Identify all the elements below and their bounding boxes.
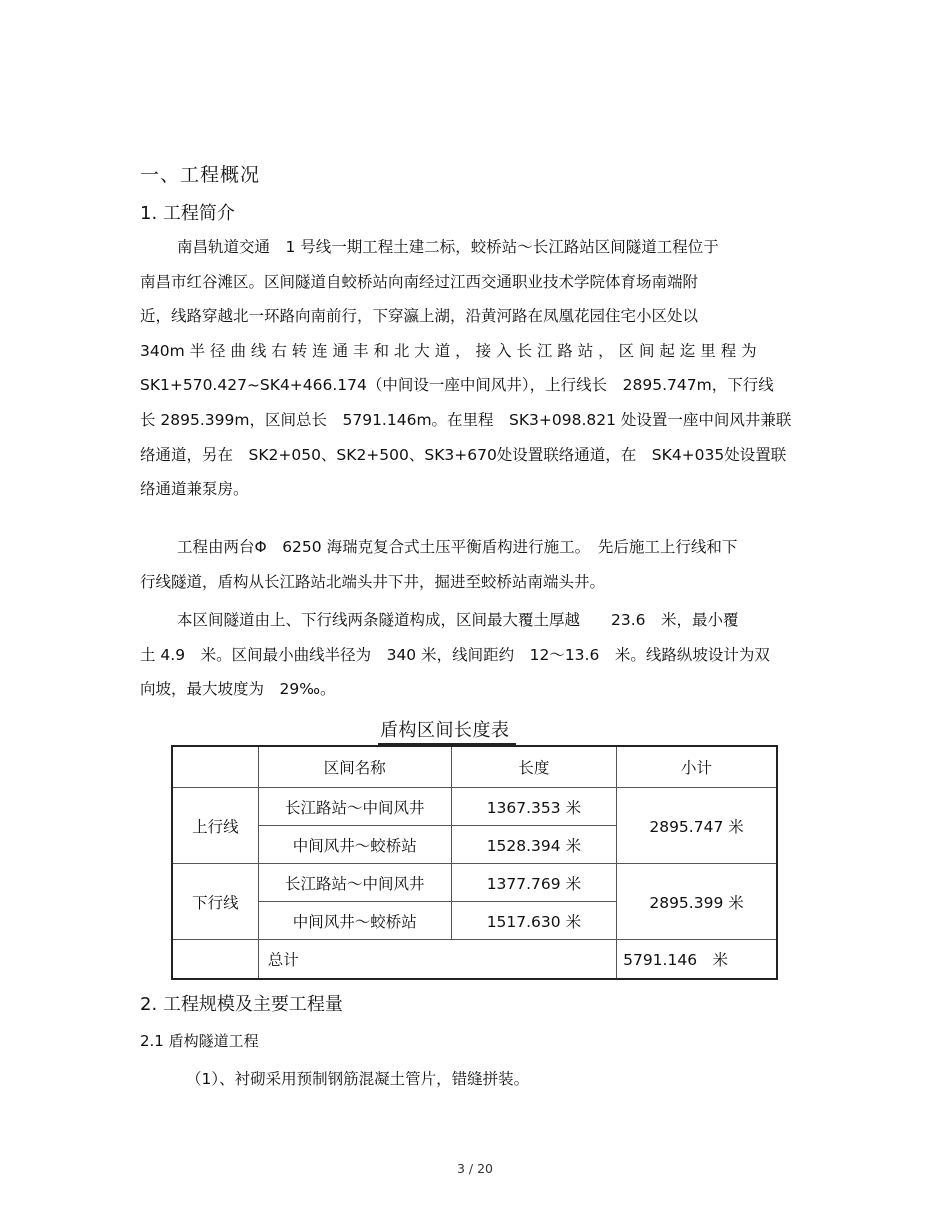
header-cell: 长度 xyxy=(451,746,616,788)
length-cell: 1517.630 米 xyxy=(451,902,616,940)
section-name-cell: 中间风井～蛟桥站 xyxy=(258,826,451,864)
text-line: 络通道，另在 SK2+050、SK2+500、SK3+670处设置联络通道，在 SK4+035处设置联 xyxy=(140,445,787,464)
subtotal-cell: 2895.747 米 xyxy=(617,788,777,864)
text-line: SK1+570.427~SK4+466.174（中间设一座中间风井），上行线长 2895.747m，下行线 xyxy=(140,376,774,395)
text-line: 南昌轨道交通 1 号线一期工程土建二标，蛟桥站～长江路站区间隧道工程位于 xyxy=(177,238,719,256)
text-line: 土 4.9 米。区间最小曲线半径为 340 米，线间距约 12～13.6 米。线路纵坡设计为双 xyxy=(140,645,770,664)
section-title: 一、工程概况 xyxy=(140,164,261,186)
paragraph-tunnel-geometry xyxy=(140,603,808,707)
text-line: 向坡，最大坡度为 29‰。 xyxy=(140,680,336,699)
text-line: 长 2895.399m，区间总长 5791.146m。在里程 SK3+098.821 处设置一座中间风井兼联 xyxy=(140,410,792,429)
subsubsection-heading: 2.1 盾构隧道工程 xyxy=(140,1032,259,1050)
total-label-cell: 总计 xyxy=(258,940,616,980)
text-line: 络通道兼泵房。 xyxy=(140,480,249,499)
table-row xyxy=(172,864,777,902)
tunnel-length-table xyxy=(171,745,778,980)
empty-cell xyxy=(172,940,258,980)
length-cell: 1528.394 米 xyxy=(451,826,616,864)
text-line: 南昌市红谷滩区。区间隧道自蛟桥站向南经过江西交通职业技术学院体育场南端附 xyxy=(140,272,699,291)
page-number: 3 / 20 xyxy=(456,1161,494,1176)
header-cell: 区间名称 xyxy=(258,746,451,788)
text-line: 340m 半 径 曲 线 右 转 连 通 丰 和 北 大 道 ， 接 入 长 江 路 站 ， 区 间 起 迄 里 程 为 xyxy=(140,341,757,360)
table-row xyxy=(172,788,777,826)
table-total-row xyxy=(172,940,777,980)
text-line: 近，线路穿越北一环路向南前行，下穿瀛上湖，沿黄河路在凤凰花园住宅小区处以 xyxy=(140,307,699,326)
line-label-cell: 下行线 xyxy=(172,864,258,940)
subsection-heading: 2. 工程规模及主要工程量 xyxy=(140,994,343,1015)
table-header-row xyxy=(172,746,777,788)
text-line: 行线隧道，盾构从长江路站北端头井下井，掘进至蛟桥站南端头井。 xyxy=(140,572,606,591)
paragraph-project-intro xyxy=(140,230,808,507)
text-line: 工程由两台Φ 6250 海瑞克复合式土压平衡盾构进行施工。 先后施工上行线和下 xyxy=(177,538,738,556)
list-item: （1）、衬砌采用预制钢筋混凝土管片，错缝拼装。 xyxy=(186,1070,530,1088)
subsection-heading: 1. 工程简介 xyxy=(140,203,235,224)
section-name-cell: 中间风井～蛟桥站 xyxy=(258,902,451,940)
subtotal-cell: 2895.399 米 xyxy=(617,864,777,940)
length-cell: 1367.353 米 xyxy=(451,788,616,826)
header-cell: 小计 xyxy=(617,746,777,788)
length-cell: 1377.769 米 xyxy=(451,864,616,902)
section-name-cell: 长江路站～中间风井 xyxy=(258,788,451,826)
total-value-cell: 5791.146 米 xyxy=(617,940,777,980)
header-cell xyxy=(172,746,258,788)
paragraph-shield-machines xyxy=(140,530,808,599)
section-name-cell: 长江路站～中间风井 xyxy=(258,864,451,902)
table-title: 盾构区间长度表 xyxy=(378,719,516,745)
line-label-cell: 上行线 xyxy=(172,788,258,864)
text-line: 本区间隧道由上、下行线两条隧道构成，区间最大覆土厚越 23.6 米，最小覆 xyxy=(177,611,739,629)
